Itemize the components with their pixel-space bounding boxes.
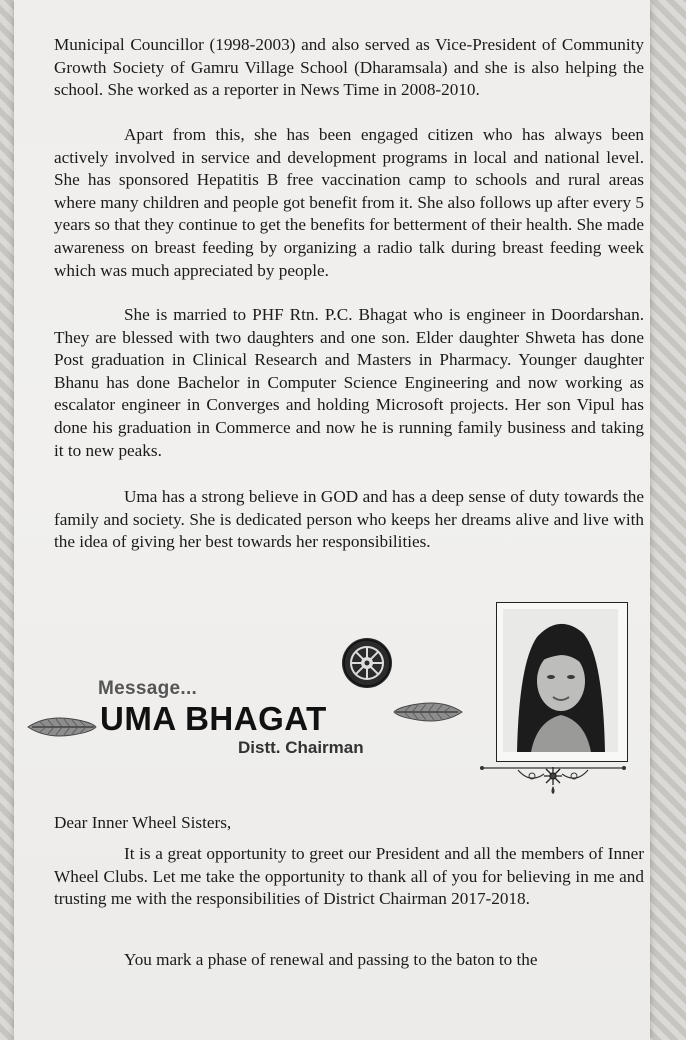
feather-ornament-icon	[392, 698, 464, 731]
paragraph-service: Apart from this, she has been engaged citizen who has always been actively involved in service and development programs in local and national level. She has sponsored Hepatitis B free vaccination camp to schools and rural areas where many children and people got benefit from it. She also follows up after every 5 years so that they continue to get the benefits for betterment of their health. She made awareness on breast feeding by organizing a radio talk during breast feeding week which was much appreciated by people.	[54, 125, 644, 280]
paragraph-family: She is married to PHF Rtn. P.C. Bhagat who is engineer in Doordarshan. They are blessed with two daughters and one son. Elder daughter Shweta has done Post graduation in Clinical Research and Masters in Pharmacy. Younger daughter Bhanu has done Bachelor in Computer Science Engineering and now working as escalator engineer in Converges and holding Microsoft projects. Her son Vipul has done his graduation in Commerce and now he is running family business and taking it to new peaks.	[54, 305, 644, 460]
feather-ornament-icon	[26, 713, 98, 746]
designation-label: Distt. Chairman	[238, 738, 364, 757]
chairman-name: UMA BHAGAT	[100, 700, 327, 737]
portrait-photo	[496, 602, 628, 762]
message-label: Message...	[98, 678, 198, 699]
paragraph-belief: Uma has a strong believe in GOD and has a deep sense of duty towards the family and society. She is dedicated person who keeps her dreams alive and live with the idea of giving her best towards her responsibilities.	[54, 487, 644, 552]
letter-greeting: Dear Inner Wheel Sisters,	[54, 813, 232, 832]
rotary-wheel-icon	[342, 638, 392, 688]
paragraph-renewal: You mark a phase of renewal and passing to the baton to the	[124, 950, 538, 969]
paragraph-councillor: Municipal Councillor (1998-2003) and also served as Vice-President of Community Growth Society of Gamru Village School (Dharamsala) and she is also helping the school. She worked as a reporter in News Time in 2008-2010.	[54, 35, 644, 100]
paragraph-greeting: It is a great opportunity to greet our President and all the members of Inner Wheel Clubs. Let me take the opportunity to thank all of you for believing in me and trusting me with the responsibilities of District Chairman 2017-2018.	[54, 844, 644, 909]
frame-ornament-icon	[478, 760, 628, 799]
